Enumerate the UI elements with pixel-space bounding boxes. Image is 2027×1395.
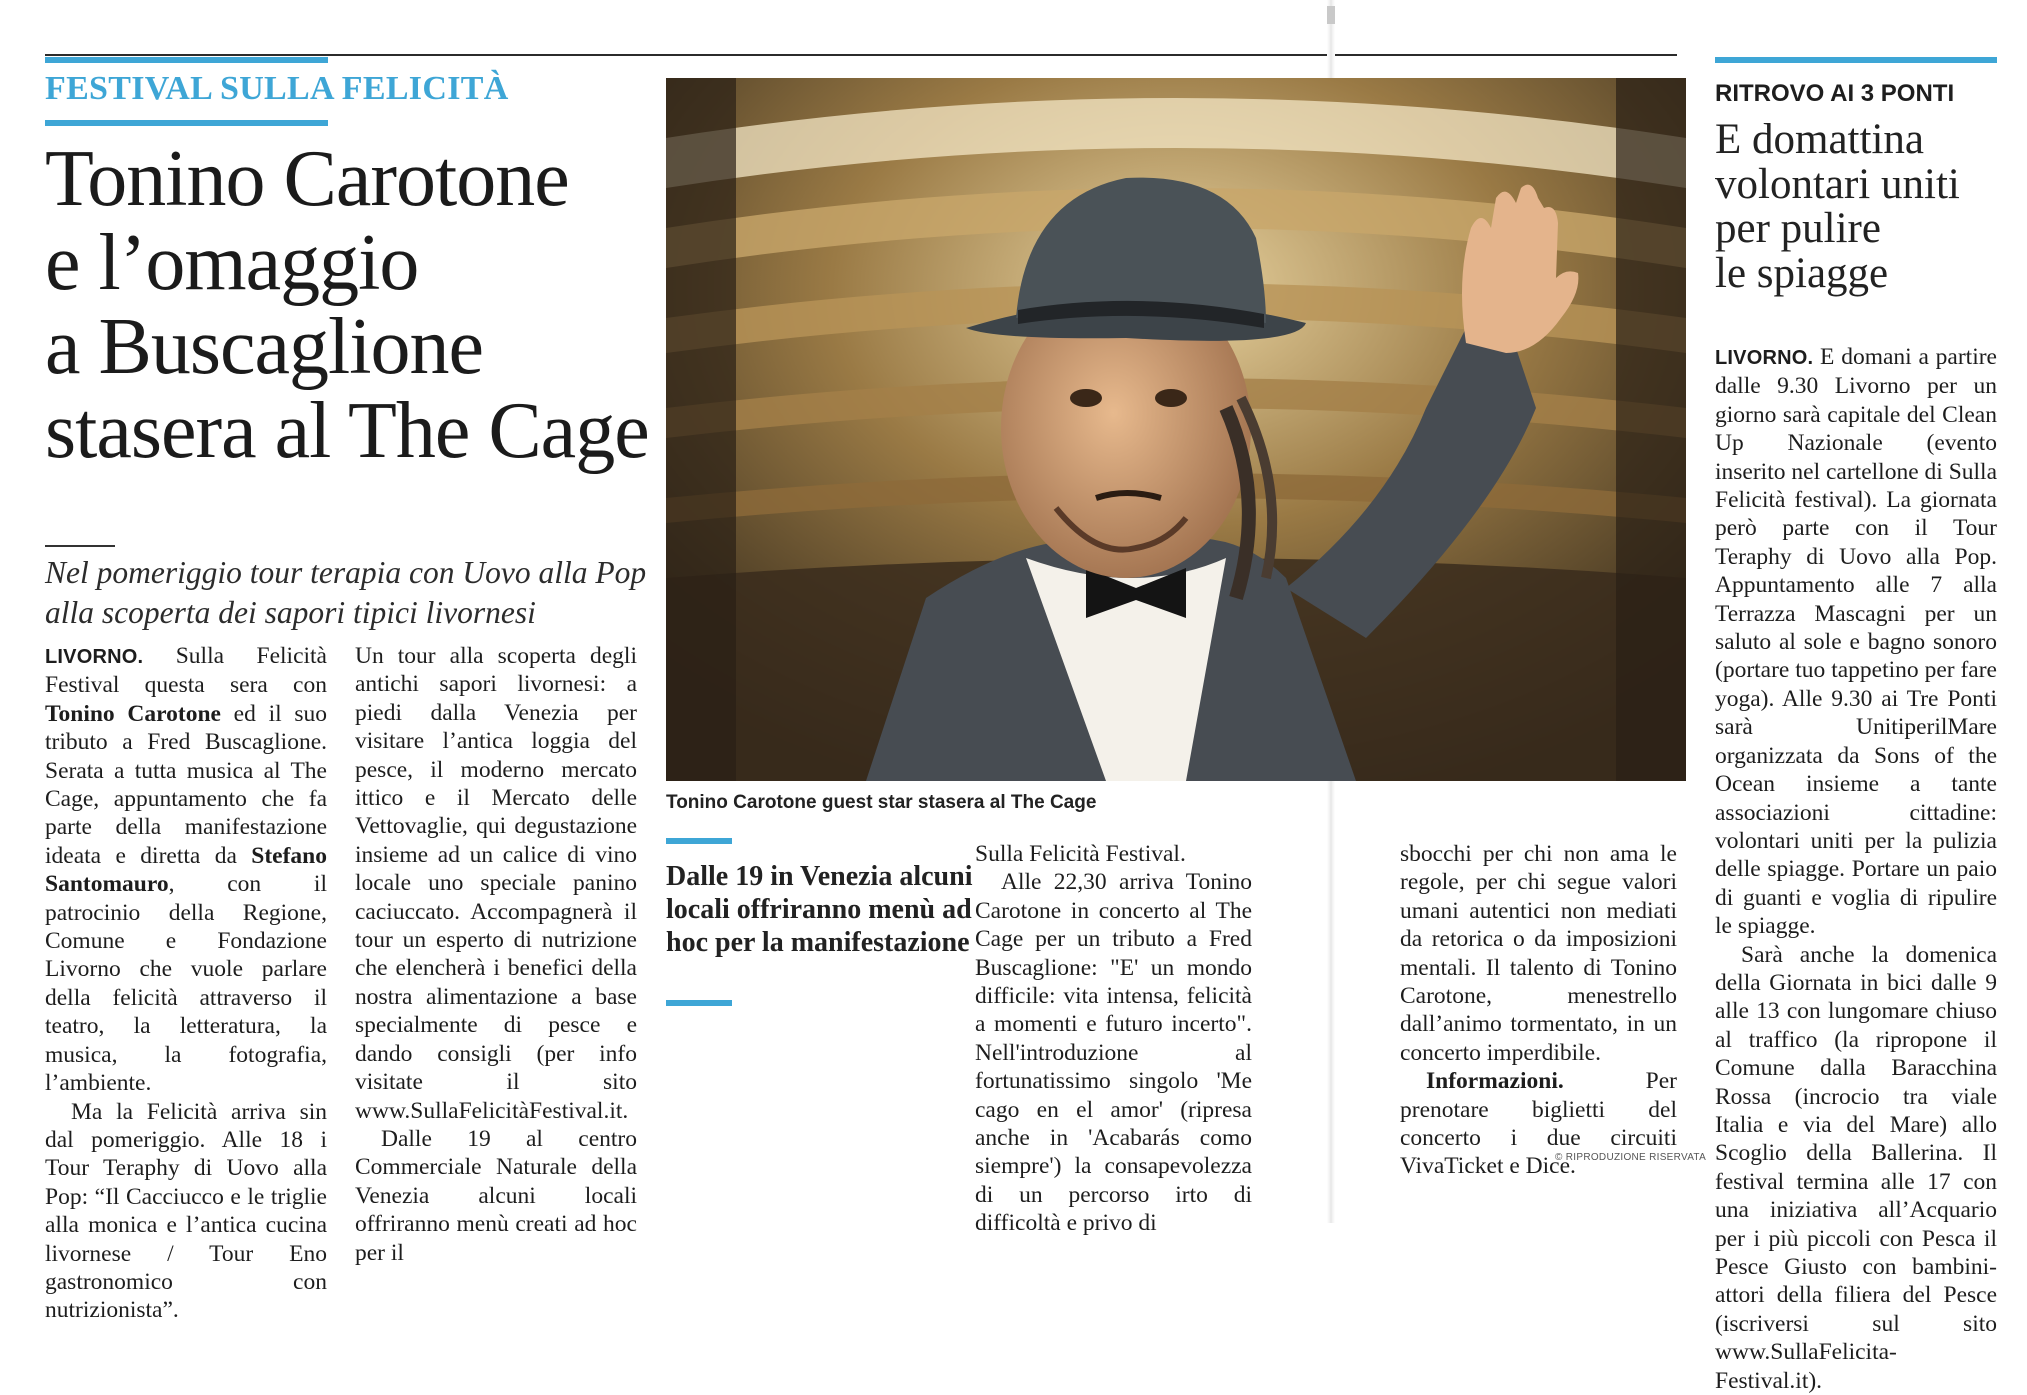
body-bold: Stefano Santomauro bbox=[45, 842, 327, 898]
headline-line: per pulire bbox=[1715, 205, 1881, 252]
subhead-rule bbox=[45, 545, 115, 547]
body-paragraph: Sulla Felicità Festival. bbox=[975, 841, 1186, 867]
article-subhead: Nel pomeriggio tour terapia con Uovo alla Pop alla scoperta dei sapori tipici livornesi bbox=[45, 555, 647, 630]
body-text: E domani a partire dalle 9.30 Livorno per un giorno sarà capitale del Clean Up Nazionale (evento inserito nel cartellone di Sulla Felicità festival). La giornata però parte con il Tour Teraphy di Uovo alla Pop. Appuntamento alle 7 alla Terrazza Mascagni per un saluto al sole e bagno sonoro (portare tuo tappetino per fare yoga). Alle 9.30 ai Tre Ponti sarà UnitiperilMare organizzata da Sons of the Ocean insieme a tante associazioni cittadine: volontari uniti per la pulizia delle spiagge. Portare un paio di guanti e voglia di ripulire le spiagge. bbox=[1715, 344, 1997, 940]
article-column-1 bbox=[45, 642, 327, 1325]
gutter-mark bbox=[1327, 6, 1335, 24]
body-bold: Informazioni. bbox=[1426, 1068, 1564, 1095]
headline-line: le spiagge bbox=[1715, 249, 1889, 297]
body-text: Sulla Felicità Festival questa sera con bbox=[45, 643, 327, 699]
headline-line: E domattina bbox=[1715, 116, 1924, 163]
body-paragraph: Sarà anche la domenica della Giornata in bici dalle 9 alle 13 con lungomare chiuso al traffico (la ripropone il Comune dalla Baracchina Rossa (incrocio tra viale Italia e via del Mare) allo Scoglio della Ballerina. Il festival termina alle 17 con una iniziativa all’Acquario per i più piccoli con Pesca il Pesce Giusto con bambini-attori della filiera del Pesce (iscriversi sul sito www.SullaFelicita-Festival.it). bbox=[1715, 941, 1997, 1394]
kicker-underline bbox=[45, 120, 328, 126]
pull-quote: Dalle 19 in Venezia alcuni locali offriranno menù ad hoc per la manifestazione bbox=[666, 861, 973, 958]
body-text: , con il patrocinio della Regione, Comune e Fondazione Livorno che vuole parlare della felicità attraverso il teatro, la letteratura, la musica, la fotografia, l’ambiente. bbox=[45, 871, 327, 1097]
copyright-notice: © RIPRODUZIONE RISERVATA bbox=[1555, 1152, 1707, 1163]
headline-line: stasera al The Cage bbox=[45, 387, 649, 475]
pullquote-bottom-bar bbox=[666, 1000, 732, 1006]
side-accent-bar bbox=[1715, 57, 1997, 63]
body-paragraph: Dalle 19 al centro Commerciale Naturale della Venezia alcuni locali offriranno menù creati ad hoc per il bbox=[355, 1125, 637, 1266]
headline-line: Tonino Carotone bbox=[45, 135, 569, 223]
body-text: Per prenotare biglietti del concerto i due circuiti VivaTicket e Dice. bbox=[1400, 1068, 1677, 1180]
headline-line: e l’omaggio bbox=[45, 219, 419, 307]
headline-line: volontari uniti bbox=[1715, 160, 1960, 208]
article-column-2 bbox=[355, 642, 637, 1267]
photo-caption: Tonino Carotone guest star stasera al The Cage bbox=[666, 792, 1097, 813]
article-column-5 bbox=[1400, 840, 1677, 1181]
article-headline bbox=[45, 137, 665, 473]
body-paragraph: Alle 22,30 arriva Tonino Carotone in concerto al The Cage per un tributo a Fred Buscaglione: "E' un mondo difficile: vita intensa, felicità a momenti e futuro incerto". Nell'introduzione al fortunatissimo singolo 'Me cago en el amor' (ripresa anche in 'Acabarás como siempre') la consapevolezza di un percorso irto di difficoltà e privo di bbox=[975, 869, 1252, 1237]
photo-illustration bbox=[666, 78, 1686, 781]
pullquote-top-bar bbox=[666, 838, 732, 844]
top-rule bbox=[45, 54, 1677, 56]
headline-line: a Buscaglione bbox=[45, 303, 483, 391]
body-paragraph: Un tour alla scoperta degli antichi sapori livornesi: a piedi dalla Venezia per visitare l’antica loggia del pesce, il moderno mercato ittico e il Mercato delle Vettovaglie, qui degustazione insieme ad un calice di vino locale uno speciale panino caciuccato. Accompagnerà il tour un esperto di nutrizione che elencherà i benefici della nostra alimentazione a base specialmente di pesce e dando consigli (per info visitate il sito www.SullaFelicitàFestival.it. bbox=[355, 643, 637, 1124]
dateline: LIVORNO. bbox=[1715, 347, 1814, 369]
side-headline bbox=[1715, 118, 2015, 296]
side-column bbox=[1715, 343, 1997, 1395]
body-bold: Tonino Carotone bbox=[45, 700, 221, 727]
dateline: LIVORNO. bbox=[45, 646, 144, 668]
kicker-accent-bar bbox=[45, 57, 328, 63]
article-column-4 bbox=[975, 840, 1252, 1238]
body-paragraph: Ma la Felicità arriva sin dal pomeriggio. Alle 18 i Tour Teraphy di Uovo alla Pop: “Il Cacciucco e le triglie alla monica e l’antica cucina livornese / Tour Eno gastronomico con nutrizionista”. bbox=[45, 1098, 327, 1324]
body-paragraph: sbocchi per chi non ama le regole, per chi segue valori umani autentici non mediati da retorica o da imposizioni mentali. Il talento di Tonino Carotone, menestrello dall’animo tormentato, in un concerto imperdibile. bbox=[1400, 841, 1677, 1066]
article-photo bbox=[666, 78, 1686, 781]
side-kicker: RITROVO AI 3 PONTI bbox=[1715, 80, 1955, 107]
article-kicker: FESTIVAL SULLA FELICITÀ bbox=[45, 70, 509, 107]
body-text: ed il suo tributo a Fred Buscaglione. Serata a tutta musica al The Cage, appuntamento che fa parte della manifestazione ideata e diretta da bbox=[45, 700, 327, 869]
